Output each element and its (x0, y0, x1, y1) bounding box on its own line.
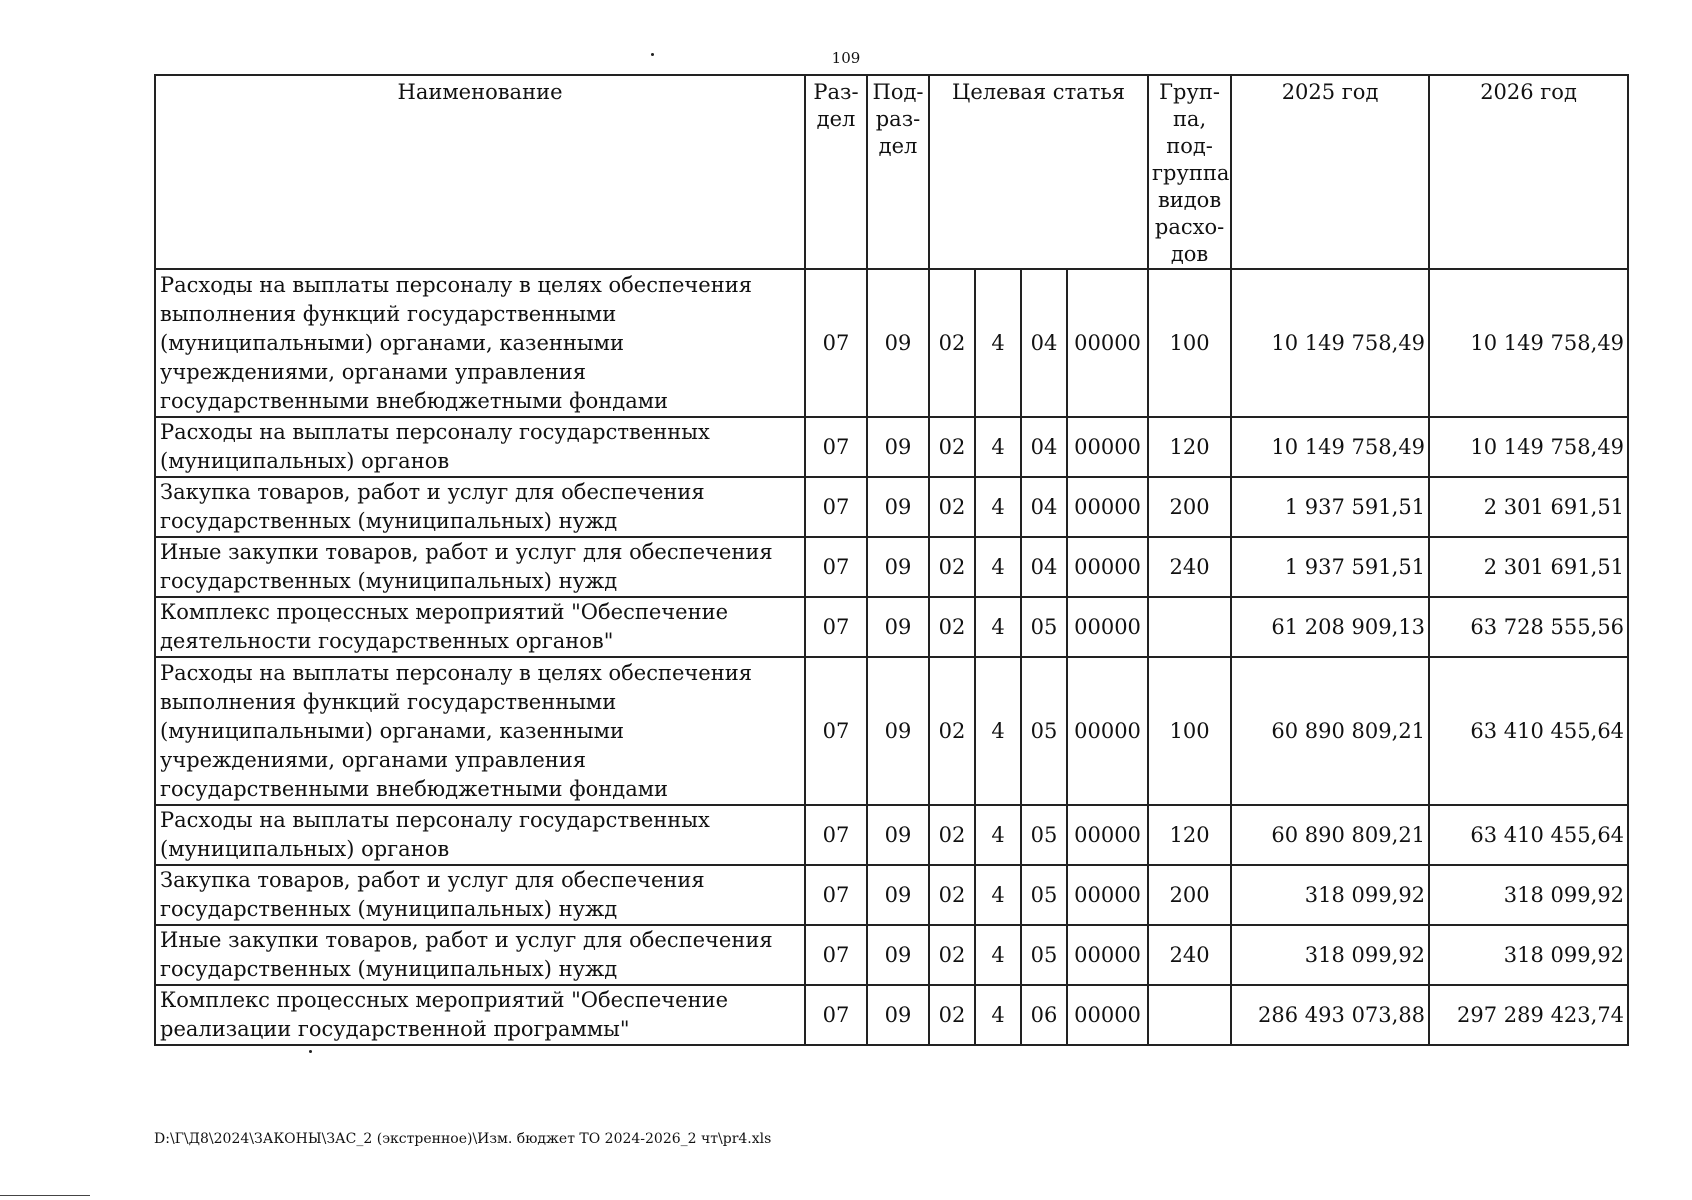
row-expense-group: 240 (1148, 925, 1231, 985)
row-subsection: 09 (867, 597, 929, 657)
row-expense-group: 120 (1148, 805, 1231, 865)
row-subsection: 09 (867, 805, 929, 865)
row-amount-2026: 63 728 555,56 (1429, 597, 1628, 657)
row-program: 02 (929, 417, 975, 477)
header-year-2025: 2025 год (1231, 75, 1429, 269)
row-name: Иные закупки товаров, работ и услуг для обеспечения государственных (муниципальных) нужд (155, 925, 805, 985)
footer-file-path: D:\Г\Д8\2024\ЗАКОНЫ\ЗАС_2 (экстренное)\Изм. бюджет ТО 2024-2026_2 чт\pr4.xls (154, 1131, 772, 1147)
table-row (155, 805, 1628, 865)
row-amount-2026: 2 301 691,51 (1429, 537, 1628, 597)
row-amount-2026: 318 099,92 (1429, 865, 1628, 925)
row-expense-group: 100 (1148, 657, 1231, 805)
row-subsection: 09 (867, 417, 929, 477)
scan-speck (651, 53, 654, 56)
row-amount-2025: 318 099,92 (1231, 865, 1429, 925)
row-amount-2026: 318 099,92 (1429, 925, 1628, 985)
row-expense-group: 120 (1148, 417, 1231, 477)
row-direction: 00000 (1067, 597, 1148, 657)
row-expense-group: 240 (1148, 537, 1231, 597)
row-name: Расходы на выплаты персоналу государственных (муниципальных) органов (155, 417, 805, 477)
row-amount-2025: 1 937 591,51 (1231, 537, 1429, 597)
row-amount-2025: 10 149 758,49 (1231, 269, 1429, 417)
page-number: 109 (831, 49, 861, 67)
row-subtype: 4 (975, 597, 1021, 657)
table-row (155, 597, 1628, 657)
row-block: 05 (1021, 865, 1067, 925)
row-section: 07 (805, 597, 867, 657)
row-program: 02 (929, 597, 975, 657)
row-block: 04 (1021, 417, 1067, 477)
row-subsection: 09 (867, 985, 929, 1045)
row-amount-2025: 60 890 809,21 (1231, 805, 1429, 865)
row-subtype: 4 (975, 865, 1021, 925)
row-block: 05 (1021, 657, 1067, 805)
row-expense-group (1148, 597, 1231, 657)
row-direction: 00000 (1067, 925, 1148, 985)
header-target-article: Целевая статья (929, 75, 1148, 269)
scan-speck (309, 1050, 312, 1053)
row-subtype: 4 (975, 985, 1021, 1045)
row-section: 07 (805, 925, 867, 985)
row-amount-2025: 1 937 591,51 (1231, 477, 1429, 537)
row-block: 04 (1021, 269, 1067, 417)
table-row (155, 537, 1628, 597)
row-amount-2025: 10 149 758,49 (1231, 417, 1429, 477)
table-row (155, 865, 1628, 925)
table-header-row (155, 75, 1628, 269)
table-row (155, 269, 1628, 417)
row-program: 02 (929, 657, 975, 805)
row-section: 07 (805, 985, 867, 1045)
header-subsection: Под-раз-дел (867, 75, 929, 269)
row-subtype: 4 (975, 925, 1021, 985)
row-expense-group (1148, 985, 1231, 1045)
footer-rule (0, 1195, 90, 1196)
row-expense-group: 100 (1148, 269, 1231, 417)
row-amount-2026: 63 410 455,64 (1429, 805, 1628, 865)
row-direction: 00000 (1067, 537, 1148, 597)
table-row (155, 985, 1628, 1045)
table-body (155, 269, 1628, 1045)
table-row (155, 477, 1628, 537)
row-amount-2025: 286 493 073,88 (1231, 985, 1429, 1045)
row-subsection: 09 (867, 657, 929, 805)
row-section: 07 (805, 865, 867, 925)
row-block: 05 (1021, 805, 1067, 865)
budget-table (154, 74, 1629, 1046)
row-subtype: 4 (975, 657, 1021, 805)
row-name: Иные закупки товаров, работ и услуг для обеспечения государственных (муниципальных) нужд (155, 537, 805, 597)
row-program: 02 (929, 865, 975, 925)
row-subtype: 4 (975, 417, 1021, 477)
table-row (155, 417, 1628, 477)
row-amount-2026: 297 289 423,74 (1429, 985, 1628, 1045)
row-subsection: 09 (867, 537, 929, 597)
row-direction: 00000 (1067, 269, 1148, 417)
row-program: 02 (929, 925, 975, 985)
row-expense-group: 200 (1148, 477, 1231, 537)
row-amount-2025: 61 208 909,13 (1231, 597, 1429, 657)
row-program: 02 (929, 985, 975, 1045)
row-subsection: 09 (867, 865, 929, 925)
row-block: 06 (1021, 985, 1067, 1045)
row-amount-2026: 2 301 691,51 (1429, 477, 1628, 537)
row-subsection: 09 (867, 925, 929, 985)
row-amount-2026: 10 149 758,49 (1429, 269, 1628, 417)
row-name: Комплекс процессных мероприятий "Обеспечение деятельности государственных органов" (155, 597, 805, 657)
row-direction: 00000 (1067, 417, 1148, 477)
row-block: 05 (1021, 597, 1067, 657)
table-row (155, 925, 1628, 985)
row-name: Закупка товаров, работ и услуг для обеспечения государственных (муниципальных) нужд (155, 477, 805, 537)
row-section: 07 (805, 477, 867, 537)
row-name: Расходы на выплаты персоналу в целях обеспечения выполнения функций государственными (муниципальными) органами, казенными учреждениями, органами управления государственными внебюджетными фондами (155, 269, 805, 417)
row-block: 04 (1021, 537, 1067, 597)
row-section: 07 (805, 269, 867, 417)
row-program: 02 (929, 537, 975, 597)
row-amount-2026: 10 149 758,49 (1429, 417, 1628, 477)
row-amount-2026: 63 410 455,64 (1429, 657, 1628, 805)
row-program: 02 (929, 805, 975, 865)
row-subtype: 4 (975, 269, 1021, 417)
row-subtype: 4 (975, 477, 1021, 537)
row-direction: 00000 (1067, 985, 1148, 1045)
row-expense-group: 200 (1148, 865, 1231, 925)
header-year-2026: 2026 год (1429, 75, 1628, 269)
header-expense-group: Груп-па, под-группа видов расхо-дов (1148, 75, 1231, 269)
row-section: 07 (805, 657, 867, 805)
row-name: Расходы на выплаты персоналу государственных (муниципальных) органов (155, 805, 805, 865)
row-section: 07 (805, 537, 867, 597)
row-section: 07 (805, 417, 867, 477)
row-subsection: 09 (867, 269, 929, 417)
row-amount-2025: 60 890 809,21 (1231, 657, 1429, 805)
row-direction: 00000 (1067, 805, 1148, 865)
row-amount-2025: 318 099,92 (1231, 925, 1429, 985)
row-program: 02 (929, 269, 975, 417)
row-block: 05 (1021, 925, 1067, 985)
header-section: Раз-дел (805, 75, 867, 269)
row-subsection: 09 (867, 477, 929, 537)
row-name: Комплекс процессных мероприятий "Обеспечение реализации государственной программы" (155, 985, 805, 1045)
row-program: 02 (929, 477, 975, 537)
row-name: Закупка товаров, работ и услуг для обеспечения государственных (муниципальных) нужд (155, 865, 805, 925)
row-direction: 00000 (1067, 477, 1148, 537)
row-section: 07 (805, 805, 867, 865)
row-block: 04 (1021, 477, 1067, 537)
row-name: Расходы на выплаты персоналу в целях обеспечения выполнения функций государственными (муниципальными) органами, казенными учреждениями, органами управления государственными внебюджетными фондами (155, 657, 805, 805)
row-direction: 00000 (1067, 657, 1148, 805)
row-direction: 00000 (1067, 865, 1148, 925)
row-subtype: 4 (975, 805, 1021, 865)
table-row (155, 657, 1628, 805)
row-subtype: 4 (975, 537, 1021, 597)
header-name: Наименование (155, 75, 805, 269)
